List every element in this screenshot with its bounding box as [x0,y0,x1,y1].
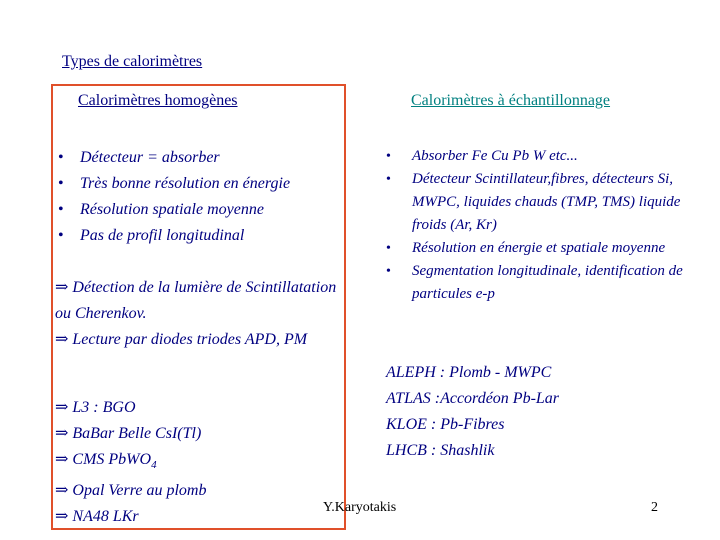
implies-arrow-icon: ⇒ [55,508,69,526]
detection-notes [55,275,340,353]
list-item: ⇒ Détection de la lumière de Scintillatation ou Cherenkov. [55,279,337,322]
cms-subscript: 4 [151,459,157,472]
bullet-icon: • [58,201,64,218]
bullet-icon: • [386,172,391,187]
list-item: ⇒ Opal Verre au plomb [55,482,207,500]
implies-arrow-icon: ⇒ [55,331,69,348]
left-bullet-list [58,145,343,249]
list-item: • Absorber Fe Cu Pb W etc... [386,145,716,168]
list-item: ⇒ CMS PbWO$_4$ [55,451,157,472]
sampling-experiments [386,360,686,464]
bullet-icon: • [58,227,64,244]
list-item: ⇒ Lecture par diodes triodes APD, PM [55,331,308,348]
slide-title: Types de calorimètres [62,53,203,70]
bullet-icon: • [58,175,64,192]
implies-arrow-icon: ⇒ [55,399,69,416]
list-item: ⇒ BaBar Belle CsI(Tl) [55,425,202,442]
list-item: • Détecteur = absorber [58,145,343,171]
list-item: • Segmentation longitudinale, identification de particules e-p [386,260,716,306]
right-heading: Calorimètres à échantillonnage [411,92,611,109]
right-bullet-list [386,145,716,306]
page-number: 2 [651,500,658,515]
implies-arrow-icon: ⇒ [55,451,69,468]
list-item: • Très bonne résolution en énergie [58,171,343,197]
list-item: ALEPH : Plomb - MWPC [386,364,552,381]
bullet-icon: • [386,241,391,256]
bullet-icon: • [386,149,391,164]
list-item: ⇒ NA48 LKr [55,508,139,526]
left-heading: Calorimètres homogènes [78,92,238,109]
implies-arrow-icon: ⇒ [55,482,69,500]
homogeneous-examples [55,395,315,530]
list-item: LHCB : Shashlik [386,442,495,459]
list-item: ATLAS :Accordéon Pb-Lar [386,390,560,407]
footer-author: Y.Karyotakis [323,500,397,515]
list-item: KLOE : Pb-Fibres [386,416,505,433]
bullet-icon: • [386,264,391,279]
implies-arrow-icon: ⇒ [55,425,69,442]
bullet-icon: • [58,149,64,166]
list-item: • Pas de profil longitudinal [58,223,343,249]
list-item: • Résolution en énergie et spatiale moyenne [386,237,716,260]
list-item: • Détecteur Scintillateur,fibres, détecteurs Si, MWPC, liquides chauds (TMP, TMS) liquide froids (Ar, Kr) [386,168,716,237]
list-item: ⇒ L3 : BGO [55,399,136,416]
implies-arrow-icon: ⇒ [55,279,69,296]
list-item: • Résolution spatiale moyenne [58,197,343,223]
